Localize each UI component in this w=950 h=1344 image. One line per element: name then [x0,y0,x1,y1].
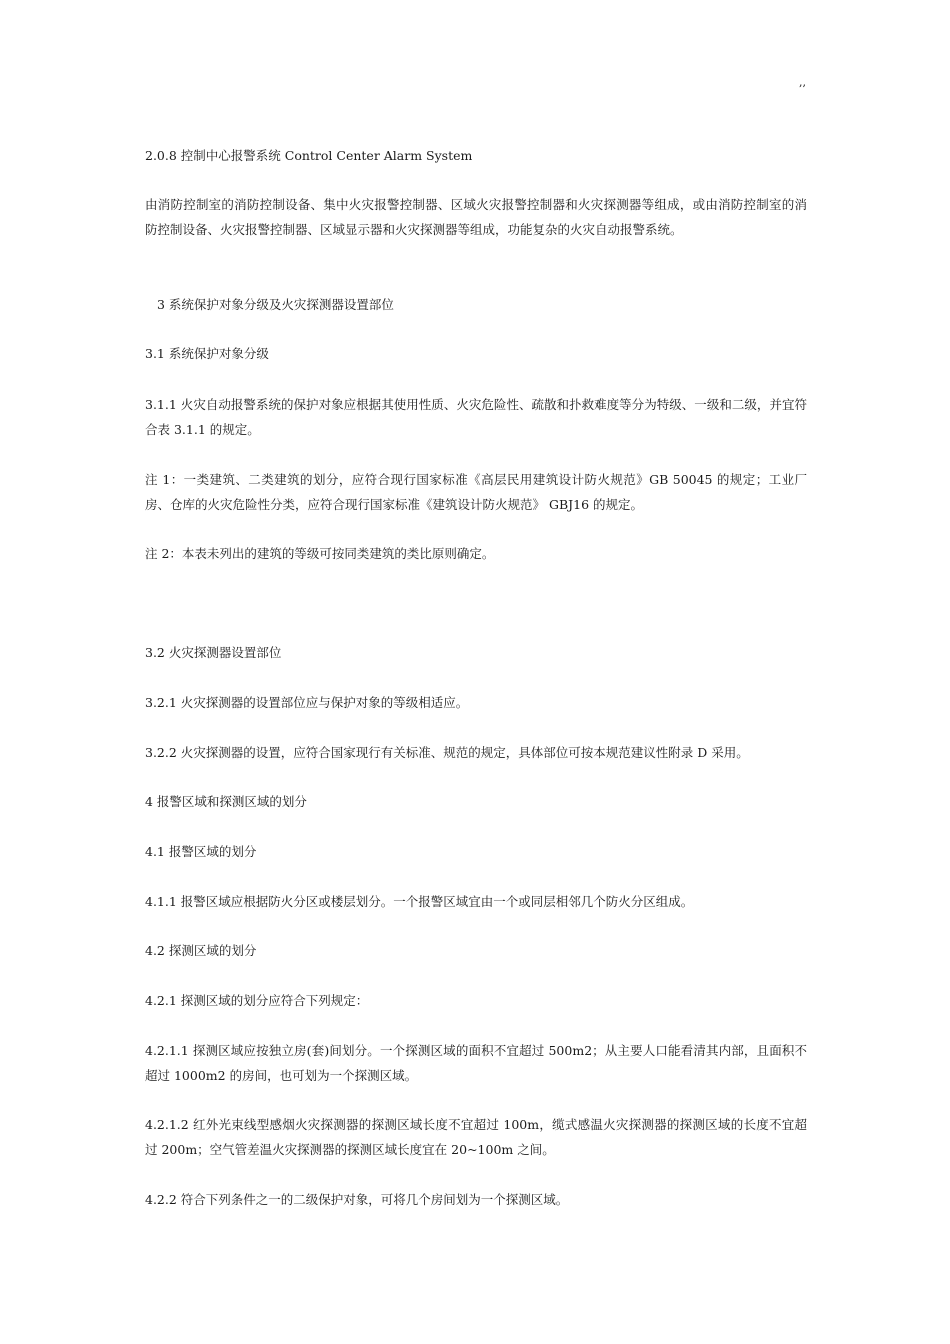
clause-4-2-2: 4.2.2 符合下列条件之一的二级保护对象，可将几个房间划为一个探测区域。 [145,1192,569,1207]
chapter-4-heading: 4 报警区域和探测区域的划分 [145,794,307,809]
section-4-2-heading: 4.2 探测区域的划分 [145,943,257,958]
clause-4-1-1: 4.1.1 报警区域应根据防火分区或楼层划分。一个报警区域宜由一个或同层相邻几个防火分区组成。 [145,894,694,909]
clause-4-2-1-1: 4.2.1.1 探测区域应按独立房(套)间划分。一个探测区域的面积不宜超过 500m2；从主要人口能看清其内部，且面积不超过 1000m2 的房间，也可划为一个探测区域。 [145,1043,807,1083]
clause-3-2-1: 3.2.1 火灾探测器的设置部位应与保护对象的等级相适应。 [145,695,469,710]
section-2-0-8-heading: 2.0.8 控制中心报警系统 Control Center Alarm System [145,148,473,163]
clause-4-2-1-2: 4.2.1.2 红外光束线型感烟火灾探测器的探测区域长度不宜超过 100m，缆式感温火灾探测器的探测区域的长度不宜超过 200m；空气管差温火灾探测器的探测区域长度宜在 20~100m 之间。 [145,1117,807,1157]
section-3-1-heading: 3.1 系统保护对象分级 [145,346,269,361]
clause-4-2-1: 4.2.1 探测区域的划分应符合下列规定： [145,993,369,1008]
clause-3-2-2: 3.2.2 火灾探测器的设置，应符合国家现行有关标准、规范的规定，具体部位可按本规范建议性附录 D 采用。 [145,745,749,760]
chapter-3-heading: 3 系统保护对象分级及火灾探测器设置部位 [157,297,394,312]
page-corner-mark: ,, [799,76,806,89]
section-4-1-heading: 4.1 报警区域的划分 [145,844,257,859]
clause-3-1-1: 3.1.1 火灾自动报警系统的保护对象应根据其使用性质、火灾危险性、疏散和扑救难度等分为特级、一级和二级，并宜符合表 3.1.1 的规定。 [145,397,807,437]
note-2: 注 2：本表未列出的建筑的等级可按同类建筑的类比原则确定。 [145,546,495,561]
section-2-0-8-body: 由消防控制室的消防控制设备、集中火灾报警控制器、区域火灾报警控制器和火灾探测器等组成，或由消防控制室的消防控制设备、火灾报警控制器、区域显示器和火灾探测器等组成，功能复杂的火灾自动报警系统。 [145,197,807,237]
section-3-2-heading: 3.2 火灾探测器设置部位 [145,645,282,660]
note-1: 注 1：一类建筑、二类建筑的划分，应符合现行国家标准《高层民用建筑设计防火规范》GB 50045 的规定；工业厂房、仓库的火灾危险性分类，应符合现行国家标准《建筑设计防火规范》 GBJ16 的规定。 [145,472,807,512]
